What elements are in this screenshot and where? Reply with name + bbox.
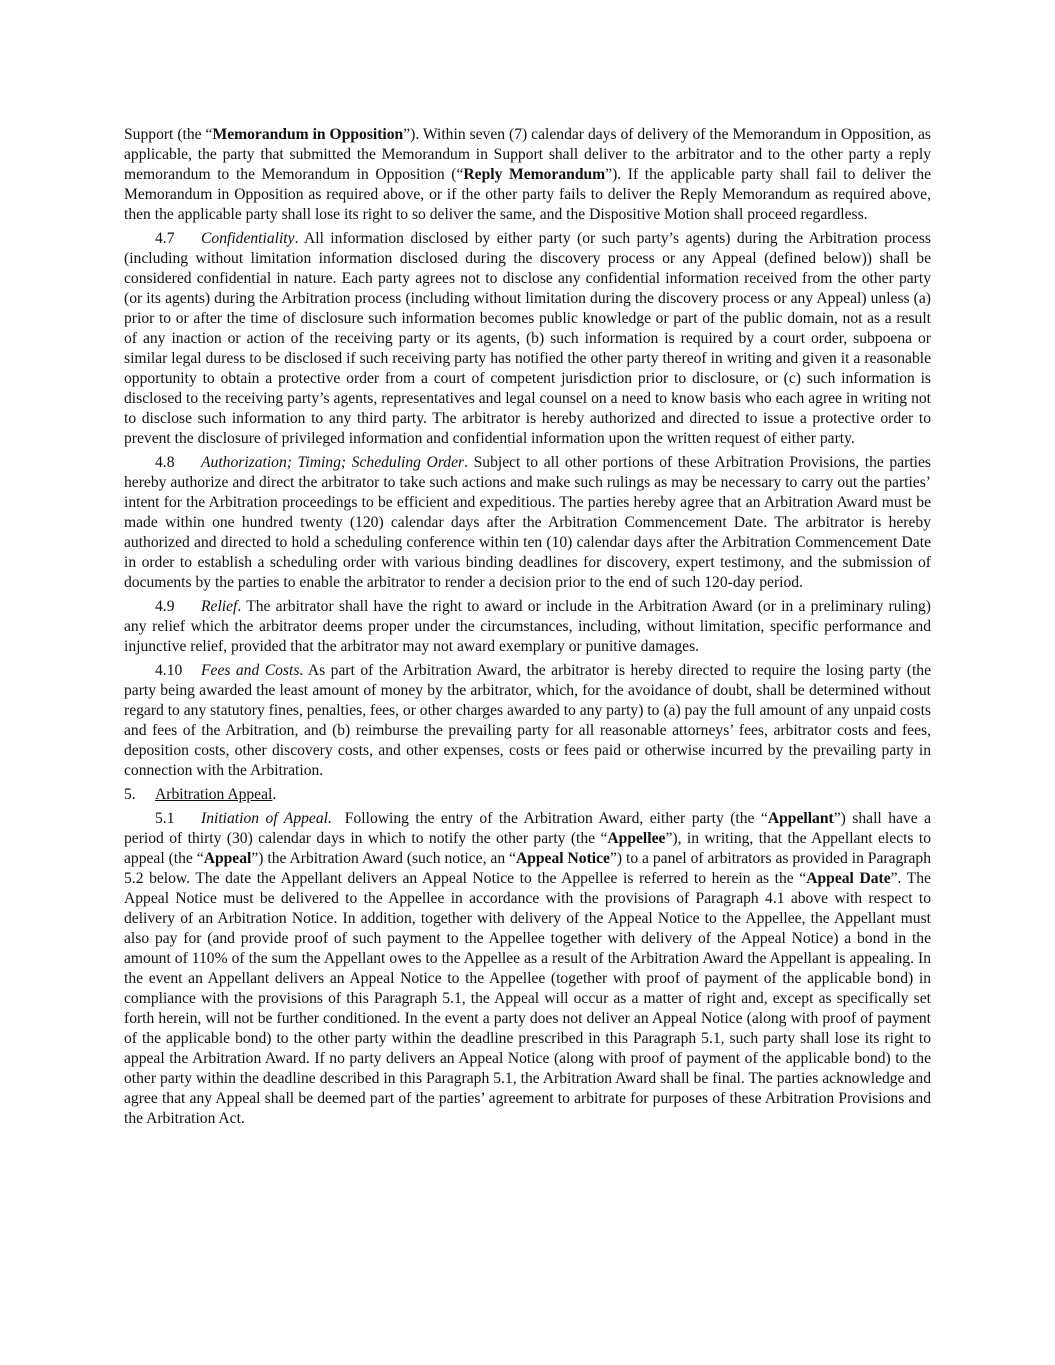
paragraph-4-7 — [124, 229, 931, 449]
text-run: ”. The Appeal Notice must be delivered to the Appellee in accordance with the provisions of Paragraph 4.1 above with respect to delivery of an Arbitration Notice. In addition, together with delivery of the Appeal Notice to the Appellee, the Appellant must also pay for (and provide proof of such payment to the Appellee together with delivery of the Appeal Notice) a bond in the amount of 110% of the sum the Appellant owes to the Appellee as a result of the Arbitration Award the Appellant is appealing. In the event an Appellant delivers an Appeal Notice to the Appellee (together with proof of payment of the applicable bond) in compliance with the provisions of this Paragraph 5.1, the Appeal will occur as a matter of right and, except as specifically set forth herein, will not be further conditioned. In the event a party does not deliver an Appeal Notice (along with proof of payment of the applicable bond) to the other party within the deadline prescribed in this Paragraph 5.1, such party shall lose its right to appeal the Arbitration Award. If no party delivers an Appeal Notice (along with proof of payment of the applicable bond) to the other party within the deadline described in this Paragraph 5.1, the Arbitration Award shall be final. The parties acknowledge and agree that any Appeal shall be deemed part of the parties’ agreement to arbitrate for purposes of these Arbitration Provisions and the Arbitration Act. — [124, 870, 931, 1127]
paragraph-number: 5.1 — [155, 810, 175, 827]
section-heading-5 — [124, 785, 931, 805]
defined-term-appeal-notice: Appeal Notice — [515, 850, 610, 867]
text-run: Following the entry of the Arbitration Award, either party (the “ — [331, 810, 768, 827]
text-run: Support (the “ — [124, 126, 213, 143]
text-run: ”) to a panel of arbitrators as provided in Paragraph 5.2 below. The date the Appellant delivers an Appeal Notice to the Appellee is referred to herein as the “ — [124, 850, 931, 887]
paragraph-body: . The arbitrator shall have the right to award or include in the Arbitration Award (or in a preliminary ruling) any relief which the arbitrator deems proper under the circumstances, including, without limitation, specific performance and injunctive relief, provided that the arbitrator may not award exemplary or punitive damages. — [124, 598, 931, 655]
paragraph-title: Fees and Costs — [201, 662, 300, 679]
defined-term-appeal: Appeal — [203, 850, 252, 867]
defined-term-memorandum-in-opposition: Memorandum in Opposition — [212, 126, 404, 143]
paragraph-title: Relief — [201, 598, 238, 615]
paragraph-5-1 — [124, 809, 931, 1129]
section-title-suffix: . — [272, 786, 277, 803]
paragraph-body: . As part of the Arbitration Award, the arbitrator is hereby directed to require the losing party (the party being awarded the least amount of money by the arbitrator, which, for the avoidance of doubt, shall be determined without regard to any statutory fines, penalties, fees, or other charges awarded to any party) to (a) pay the full amount of any unpaid costs and fees of the Arbitration, and (b) reimburse the prevailing party for all reasonable attorneys’ fees, arbitrator costs and fees, deposition costs, other discovery costs, and other expenses, costs or fees paid or otherwise incurred by the prevailing party in connection with the Arbitration. — [124, 662, 931, 779]
defined-term-appeal-date: Appeal Date — [806, 870, 891, 887]
paragraph-body: . All information disclosed by either party (or such party’s agents) during the Arbitration process (including without limitation information disclosed during the discovery process or any Appeal (defined below)) shall be considered confidential in nature. Each party agrees not to disclose any confidential information received from the other party (or its agents) during the Arbitration process (including without limitation during the discovery process or any Appeal) unless (a) prior to or after the time of disclosure such information becomes public knowledge or part of the public domain, not as a result of any inaction or action of the receiving party or its agents, (b) such information is required by a court order, subpoena or similar legal duress to be disclosed if such receiving party has notified the other party thereof in writing and given it a reasonable opportunity to obtain a protective order from a court of competent jurisdiction prior to disclosure, or (c) such information is disclosed to the receiving party’s agents, representatives and legal counsel on a need to know basis who each agree in writing not to disclose such information to any third party. The arbitrator is hereby authorized and directed to issue a protective order to prevent the disclosure of privileged information and confidential information upon the written request of either party. — [124, 230, 931, 447]
text-run: ”) shall have a period of thirty (30) calendar days in which to notify the other party (the “ — [124, 810, 932, 847]
paragraph-4-8 — [124, 453, 931, 593]
defined-term-appellee: Appellee — [607, 830, 666, 847]
paragraph-number: 4.9 — [155, 598, 175, 615]
paragraph-title: Confidentiality — [201, 230, 295, 247]
text-run: ”). Within seven (7) calendar days of delivery of the Memorandum in Opposition, as applicable, the party that submitted the Memorandum in Support shall deliver to the arbitrator and to the other party a reply memorandum to the Memorandum in Opposition (“ — [124, 126, 932, 183]
paragraph-number: 4.8 — [155, 454, 175, 471]
paragraph-body: . Subject to all other portions of these Arbitration Provisions, the parties hereby authorize and direct the arbitrator to take such actions and make such rulings as may be necessary to carry out the parties’ intent for the Arbitration proceedings to be efficient and expeditious. The parties hereby agree that an Arbitration Award must be made within one hundred twenty (120) calendar days after the Arbitration Commencement Date. The arbitrator is hereby authorized and directed to hold a scheduling conference within ten (10) calendar days after the Arbitration Commencement Date in order to establish a scheduling order with various binding deadlines for discovery, expert testimony, and the submission of documents by the parties to enable the arbitrator to render a decision prior to the end of such 120-day period. — [124, 454, 931, 591]
text-run: ”), in writing, that the Appellant elects to appeal (the “ — [124, 830, 931, 867]
paragraph-number: 4.10 — [155, 662, 183, 679]
text-run: ”) the Arbitration Award (such notice, an “ — [251, 850, 516, 867]
section-number: 5. — [124, 786, 136, 803]
defined-term-appellant: Appellant — [767, 810, 834, 827]
document-page — [124, 125, 931, 1133]
paragraph-title: Authorization; Timing; Scheduling Order — [201, 454, 465, 471]
paragraph-memorandum-continuation — [124, 125, 931, 225]
section-title: Arbitration Appeal — [155, 786, 273, 803]
paragraph-title: Initiation of Appeal. — [201, 810, 332, 827]
paragraph-4-10 — [124, 661, 931, 781]
paragraph-number: 4.7 — [155, 230, 175, 247]
defined-term-reply-memorandum: Reply Memorandum — [463, 166, 606, 183]
paragraph-4-9 — [124, 597, 931, 657]
text-run: ”). If the applicable party shall fail to deliver the Memorandum in Opposition as required above, or if the other party fails to deliver the Reply Memorandum as required above, then the applicable party shall lose its right to so deliver the same, and the Dispositive Motion shall proceed regardless. — [124, 166, 931, 223]
